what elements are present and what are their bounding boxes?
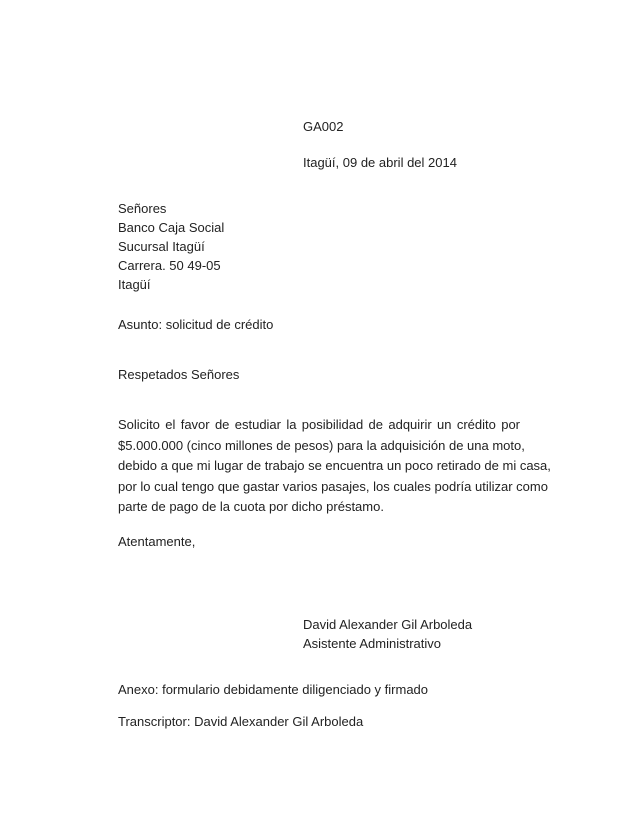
signer-name: David Alexander Gil Arboleda <box>303 617 473 632</box>
body-line: parte de pago de la cuota por dicho préstamo. <box>118 499 384 514</box>
subject-line: Asunto: solicitud de crédito <box>118 317 274 332</box>
recipient-line: Itagüí <box>118 277 151 292</box>
recipient-line: Sucursal Itagüí <box>118 239 205 254</box>
closing: Atentamente, <box>118 534 196 549</box>
place-and-date: Itagüí, 09 de abril del 2014 <box>303 155 457 170</box>
body-line: por lo cual tengo que gastar varios pasajes, los cuales podría utilizar como <box>118 478 548 494</box>
transcriber-line: Transcriptor: David Alexander Gil Arboleda <box>118 714 364 729</box>
recipient-line: Señores <box>118 201 167 216</box>
body-line: debido a que mi lugar de trabajo se encuentra un poco retirado de mi casa, <box>118 458 551 473</box>
letter-body <box>118 415 551 518</box>
recipient-line: Carrera. 50 49-05 <box>118 258 221 273</box>
letter-header <box>303 118 457 172</box>
recipient-line: Banco Caja Social <box>118 220 225 235</box>
body-line: Solicito el favor de estudiar la posibilidad de adquirir un crédito por <box>118 417 520 432</box>
salutation: Respetados Señores <box>118 367 240 382</box>
signature-block <box>303 615 472 653</box>
body-line: $5.000.000 (cinco millones de pesos) para la adquisición de una moto, <box>118 437 525 453</box>
signer-title: Asistente Administrativo <box>303 636 442 651</box>
document-code: GA002 <box>303 119 344 134</box>
annex-line: Anexo: formulario debidamente diligenciado y firmado <box>118 682 429 697</box>
recipient-address <box>118 199 224 294</box>
